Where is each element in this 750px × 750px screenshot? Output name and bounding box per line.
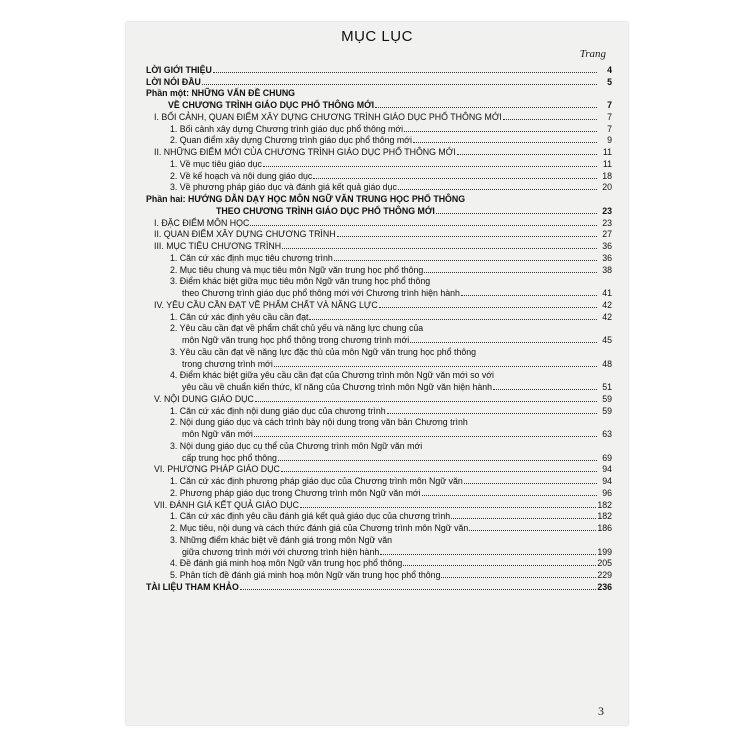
- toc-dot-leader: [403, 565, 596, 566]
- toc-entry: [146, 451, 612, 463]
- toc-entry-title: 1. Căn cứ xác định yêu cầu đánh giá kết quả giáo dục của chương trình: [170, 511, 451, 522]
- toc-dot-leader: [255, 401, 597, 402]
- toc-entry-title: 1. Căn cứ xác định yêu cầu cần đạt: [170, 311, 309, 322]
- table-of-contents: [146, 63, 612, 592]
- toc-entry: [146, 134, 612, 146]
- toc-dot-leader: [263, 166, 597, 167]
- toc-dot-leader: [422, 495, 597, 496]
- toc-entry-title: 2. Phương pháp giáo dục trong Chương trình môn Ngữ văn mới: [170, 487, 421, 498]
- toc-entry: [146, 369, 612, 381]
- toc-entry: [146, 439, 612, 451]
- toc-entry-page: 9: [607, 135, 612, 146]
- toc-entry: [146, 263, 612, 275]
- toc-entry-title: LỜI NÓI ĐẦU: [146, 76, 201, 87]
- toc-dot-leader: [334, 260, 597, 261]
- toc-entry-title: I. ĐẶC ĐIỂM MÔN HỌC: [154, 217, 250, 228]
- toc-entry: [146, 427, 612, 439]
- toc-entry: [146, 568, 612, 580]
- page-title: MỤC LỤC: [341, 28, 413, 45]
- toc-entry-title: theo Chương trình giáo dục phổ thông mới với Chương trình hiện hành: [182, 288, 460, 298]
- toc-entry: [146, 87, 612, 99]
- toc-entry-title: IV. YÊU CẦU CẦN ĐẠT VỀ PHẨM CHẤT VÀ NĂNG LỰC: [154, 299, 378, 310]
- toc-entry-page: 42: [602, 299, 612, 310]
- toc-entry-page: 63: [602, 429, 612, 439]
- toc-entry: [146, 463, 612, 475]
- toc-entry: [146, 192, 612, 204]
- toc-dot-leader: [404, 131, 597, 132]
- toc-entry: [146, 239, 612, 251]
- toc-entry: [146, 392, 612, 404]
- toc-entry-page: 7: [607, 123, 612, 134]
- toc-entry-page: 229: [597, 570, 612, 580]
- toc-entry: [146, 298, 612, 310]
- toc-entry-page: 27: [602, 229, 612, 240]
- toc-entry: [146, 181, 612, 193]
- toc-entry-page: 182: [597, 511, 612, 522]
- toc-dot-leader: [254, 436, 597, 437]
- toc-dot-leader: [410, 342, 597, 343]
- toc-entry-title: 5. Phân tích đề đánh giá minh hoạ môn Ngữ văn trung học phổ thông: [170, 570, 441, 580]
- toc-entry-title: 3. Nội dung giáo dục cụ thể của Chương trình môn Ngữ văn mới: [170, 440, 423, 451]
- toc-entry: [146, 322, 612, 334]
- toc-entry-title: 1. Căn cứ xác định nội dung giáo dục của chương trình: [170, 405, 386, 416]
- toc-entry-title: VII. ĐÁNH GIÁ KẾT QUẢ GIÁO DỤC: [154, 499, 300, 510]
- toc-entry-title: 1. Về mục tiêu giáo dục: [170, 158, 262, 169]
- toc-entry-page: 45: [602, 335, 612, 345]
- toc-entry-title: Phần hai: HƯỚNG DẪN DẠY HỌC MÔN NGỮ VĂN TRUNG HỌC PHỔ THÔNG: [146, 194, 466, 204]
- toc-entry: [146, 357, 612, 369]
- toc-dot-leader: [451, 518, 596, 519]
- toc-entry: [146, 521, 612, 533]
- toc-entry-title: 3. Yêu cầu cần đạt về năng lực đặc thù của môn Ngữ văn trung học phổ thông: [170, 346, 477, 357]
- toc-entry: [146, 474, 612, 486]
- toc-entry-title: LỜI GIỚI THIỆU: [146, 64, 212, 75]
- toc-entry-title: 2. Yêu cầu cần đạt về phẩm chất chủ yếu và năng lực chung của: [170, 323, 424, 334]
- toc-dot-leader: [250, 225, 597, 226]
- toc-entry-page: 51: [602, 382, 612, 392]
- toc-dot-leader: [240, 589, 596, 590]
- toc-dot-leader: [337, 236, 597, 237]
- toc-entry: [146, 510, 612, 522]
- toc-entry-page: 7: [607, 100, 612, 110]
- toc-dot-leader: [379, 307, 597, 308]
- toc-dot-leader: [493, 389, 597, 390]
- toc-entry: [146, 228, 612, 240]
- toc-entry-page: 7: [607, 111, 612, 122]
- toc-entry-title: 2. Quan điểm xây dựng Chương trình giáo dục phổ thông mới: [170, 135, 412, 146]
- toc-entry-page: 42: [602, 311, 612, 322]
- toc-entry-title: yêu cầu về chuẩn kiến thức, kĩ năng của Chương trình môn Ngữ văn hiện hành: [182, 382, 493, 392]
- toc-dot-leader: [503, 119, 597, 120]
- toc-dot-leader: [380, 554, 596, 555]
- toc-dot-leader: [309, 319, 597, 320]
- toc-dot-leader: [436, 213, 597, 214]
- toc-entry-page: 18: [602, 170, 612, 181]
- toc-entry: [146, 145, 612, 157]
- toc-entry-page: 38: [602, 264, 612, 275]
- toc-entry-title: 2. Mục tiêu, nội dung và cách thức đánh giá của Chương trình môn Ngữ văn: [170, 523, 469, 533]
- toc-entry-title: 2. Về kế hoạch và nội dung giáo dục: [170, 170, 313, 181]
- toc-entry-page: 59: [602, 405, 612, 416]
- toc-entry: [146, 275, 612, 287]
- toc-dot-leader: [457, 154, 597, 155]
- toc-entry-page: 94: [602, 464, 612, 475]
- toc-entry-page: 36: [602, 252, 612, 263]
- toc-entry: [146, 63, 612, 75]
- toc-entry: [146, 545, 612, 557]
- toc-entry-title: TÀI LIỆU THAM KHẢO: [146, 581, 239, 592]
- toc-entry-title: 3. Điểm khác biệt giữa mục tiêu môn Ngữ văn trung học phổ thông: [170, 276, 431, 287]
- toc-dot-leader: [441, 577, 596, 578]
- toc-entry: [146, 533, 612, 545]
- toc-dot-leader: [464, 483, 597, 484]
- toc-entry-title: giữa chương trình mới với chương trình hiện hành: [182, 546, 380, 557]
- toc-dot-leader: [424, 272, 597, 273]
- toc-dot-leader: [375, 107, 597, 108]
- toc-entry-title: III. MỤC TIÊU CHƯƠNG TRÌNH: [154, 241, 282, 251]
- toc-entry-page: 59: [602, 393, 612, 404]
- toc-entry: [146, 122, 612, 134]
- toc-entry-title: Phần một: NHỮNG VẤN ĐỀ CHUNG: [146, 88, 296, 99]
- toc-entry: [146, 251, 612, 263]
- toc-dot-leader: [202, 84, 597, 85]
- toc-entry-title: môn Ngữ văn mới: [182, 429, 253, 439]
- toc-dot-leader: [281, 471, 597, 472]
- toc-entry-page: 36: [602, 241, 612, 251]
- toc-dot-leader: [413, 142, 597, 143]
- toc-entry: [146, 557, 612, 569]
- toc-entry-page: 11: [602, 158, 612, 169]
- toc-entry-page: 48: [602, 358, 612, 369]
- toc-entry-title: môn Ngữ văn trung học phổ thông trong chương trình mới: [182, 335, 410, 345]
- toc-entry-page: 5: [607, 76, 612, 87]
- toc-entry-page: 94: [602, 476, 612, 486]
- toc-entry: [146, 286, 612, 298]
- toc-entry-page: 11: [602, 147, 612, 157]
- toc-dot-leader: [469, 530, 596, 531]
- toc-entry-title: 1. Bối cảnh xây dựng Chương trình giáo dục phổ thông mới: [170, 123, 404, 134]
- toc-dot-leader: [387, 413, 597, 414]
- toc-entry-title: trong chương trình mới: [182, 358, 273, 369]
- toc-entry: [146, 110, 612, 122]
- toc-dot-leader: [282, 248, 597, 249]
- toc-entry: [146, 216, 612, 228]
- toc-entry-page: 205: [597, 558, 612, 569]
- toc-entry-title: cấp trung học phổ thông: [182, 452, 277, 463]
- toc-entry-page: 199: [597, 546, 612, 557]
- toc-entry-title: 4. Đề đánh giá minh hoạ môn Ngữ văn trung học phổ thông: [170, 558, 403, 569]
- toc-entry: [146, 416, 612, 428]
- toc-entry: [146, 75, 612, 87]
- toc-entry-page: 20: [602, 182, 612, 193]
- book-page: [126, 22, 628, 725]
- toc-entry-title: 1. Căn cứ xác định phương pháp giáo dục của Chương trình môn Ngữ văn: [170, 476, 463, 486]
- page-column-header: Trang: [579, 48, 606, 60]
- toc-entry: [146, 380, 612, 392]
- toc-dot-leader: [313, 178, 597, 179]
- toc-entry: [146, 333, 612, 345]
- toc-entry: [146, 580, 612, 592]
- toc-entry-page: 236: [597, 581, 612, 592]
- toc-entry: [146, 498, 612, 510]
- toc-entry: [146, 157, 612, 169]
- toc-entry-page: 23: [602, 205, 612, 216]
- toc-entry: [146, 404, 612, 416]
- toc-entry-title: II. QUAN ĐIỂM XÂY DỰNG CHƯƠNG TRÌNH: [154, 229, 336, 240]
- toc-entry-title: II. NHỮNG ĐIỂM MỚI CỦA CHƯƠNG TRÌNH GIÁO DỤC PHỔ THÔNG MỚI: [154, 147, 456, 157]
- toc-dot-leader: [278, 460, 597, 461]
- toc-entry: [146, 98, 612, 110]
- toc-dot-leader: [461, 295, 597, 296]
- toc-dot-leader: [300, 507, 596, 508]
- toc-dot-leader: [398, 189, 597, 190]
- toc-entry-page: 69: [602, 452, 612, 463]
- toc-entry-title: VI. PHƯƠNG PHÁP GIÁO DỤC: [154, 464, 280, 475]
- toc-entry-title: 2. Mục tiêu chung và mục tiêu môn Ngữ văn trung học phổ thông: [170, 264, 424, 275]
- toc-entry-title: VỀ CHƯƠNG TRÌNH GIÁO DỤC PHỔ THÔNG MỚI: [168, 100, 375, 110]
- toc-entry-page: 182: [597, 499, 612, 510]
- toc-entry: [146, 169, 612, 181]
- toc-entry: [146, 310, 612, 322]
- toc-entry: [146, 486, 612, 498]
- toc-dot-leader: [213, 72, 597, 73]
- toc-entry-title: 3. Những điểm khác biệt về đánh giá trong môn Ngữ văn: [170, 534, 393, 545]
- toc-entry-page: 186: [597, 523, 612, 533]
- toc-entry-title: 1. Căn cứ xác định mục tiêu chương trình: [170, 252, 333, 263]
- toc-entry: [146, 345, 612, 357]
- toc-entry-title: 4. Điểm khác biệt giữa yêu cầu cần đạt của Chương trình môn Ngữ văn mới so với: [170, 370, 494, 381]
- toc-entry-page: 96: [602, 487, 612, 498]
- toc-entry-title: 3. Về phương pháp giáo dục và đánh giá kết quả giáo dục: [170, 182, 397, 193]
- page-number: 3: [598, 704, 604, 718]
- toc-entry-page: 41: [602, 288, 612, 298]
- toc-entry-title: 2. Nội dung giáo dục và cách trình bày nội dung trong văn bản Chương trình: [170, 417, 468, 428]
- toc-dot-leader: [274, 366, 597, 367]
- toc-entry-title: THEO CHƯƠNG TRÌNH GIÁO DỤC PHỔ THÔNG MỚI: [216, 205, 435, 216]
- toc-entry-page: 4: [607, 64, 612, 75]
- toc-entry-title: I. BỐI CẢNH, QUAN ĐIỂM XÂY DỰNG CHƯƠNG TRÌNH GIÁO DỤC PHỔ THÔNG MỚI: [154, 111, 502, 122]
- toc-entry: [146, 204, 612, 216]
- toc-entry-title: V. NỘI DUNG GIÁO DỤC: [154, 393, 254, 404]
- toc-entry-page: 23: [602, 217, 612, 228]
